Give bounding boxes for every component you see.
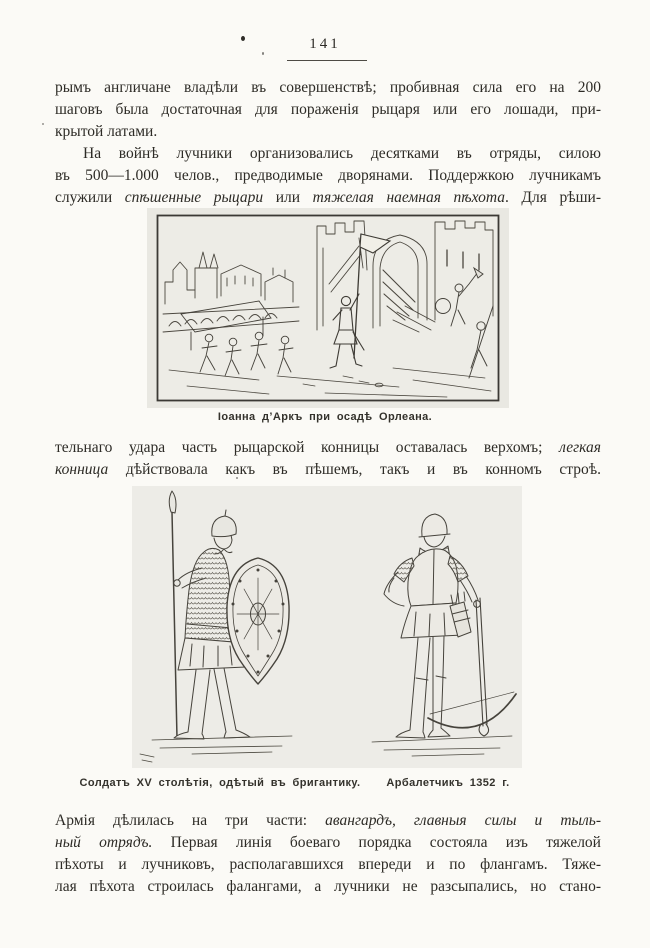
soldiers-engraving-illustration [132, 486, 522, 768]
paragraph-1: рымъ англичане владѣли въ совершенствѣ; пробивная сила его на 200 шаговъ была достаточная для пораженія рыцаря или его лошади, при- крытой латами. [55, 79, 601, 140]
siege-engraving-illustration [147, 208, 509, 408]
page-number-rule [287, 60, 367, 61]
figure-1-caption: Іоанна д’Аркъ при осадѣ Орлеана. [217, 411, 433, 423]
ink-speck [42, 123, 44, 125]
paragraph-2: На войнѣ лучники организовались десятками въ отряды, силою въ 500—1.000 челов., предводимые дворянами. Поддержкою лучникамъ служили спѣшенные рыцари или тяжелая наемная пѣхота. Для рѣши- [55, 145, 602, 206]
paragraph-3: тельнаго удара часть рыцарской конницы оставалась верхомъ; легкая конница дѣйствовала какъ въ пѣшемъ, такъ и въ конномъ строѣ. [55, 439, 601, 478]
figure-2-caption-left: Солдатъ XV столѣтія, одѣтый въ бригантику. [79, 777, 361, 789]
page-number: 141 [309, 36, 341, 52]
paragraph-4: Армія дѣлилась на три части: авангардъ, главныя силы и тыль- ный отрядъ. Первая линія боеваго порядка состояла изъ тяжелой пѣхоты и лучниковъ, располагавшихся впереди и по флангамъ. Тяже- лая пѣхота строилась фалангами, а лучники не разсыпались, но стано- [55, 812, 601, 895]
figure-soldier-and-crossbowman [132, 486, 522, 768]
figure-siege-of-orleans [147, 208, 509, 408]
figure-2-caption-right: Арбалетчикъ 1352 г. [386, 777, 510, 789]
